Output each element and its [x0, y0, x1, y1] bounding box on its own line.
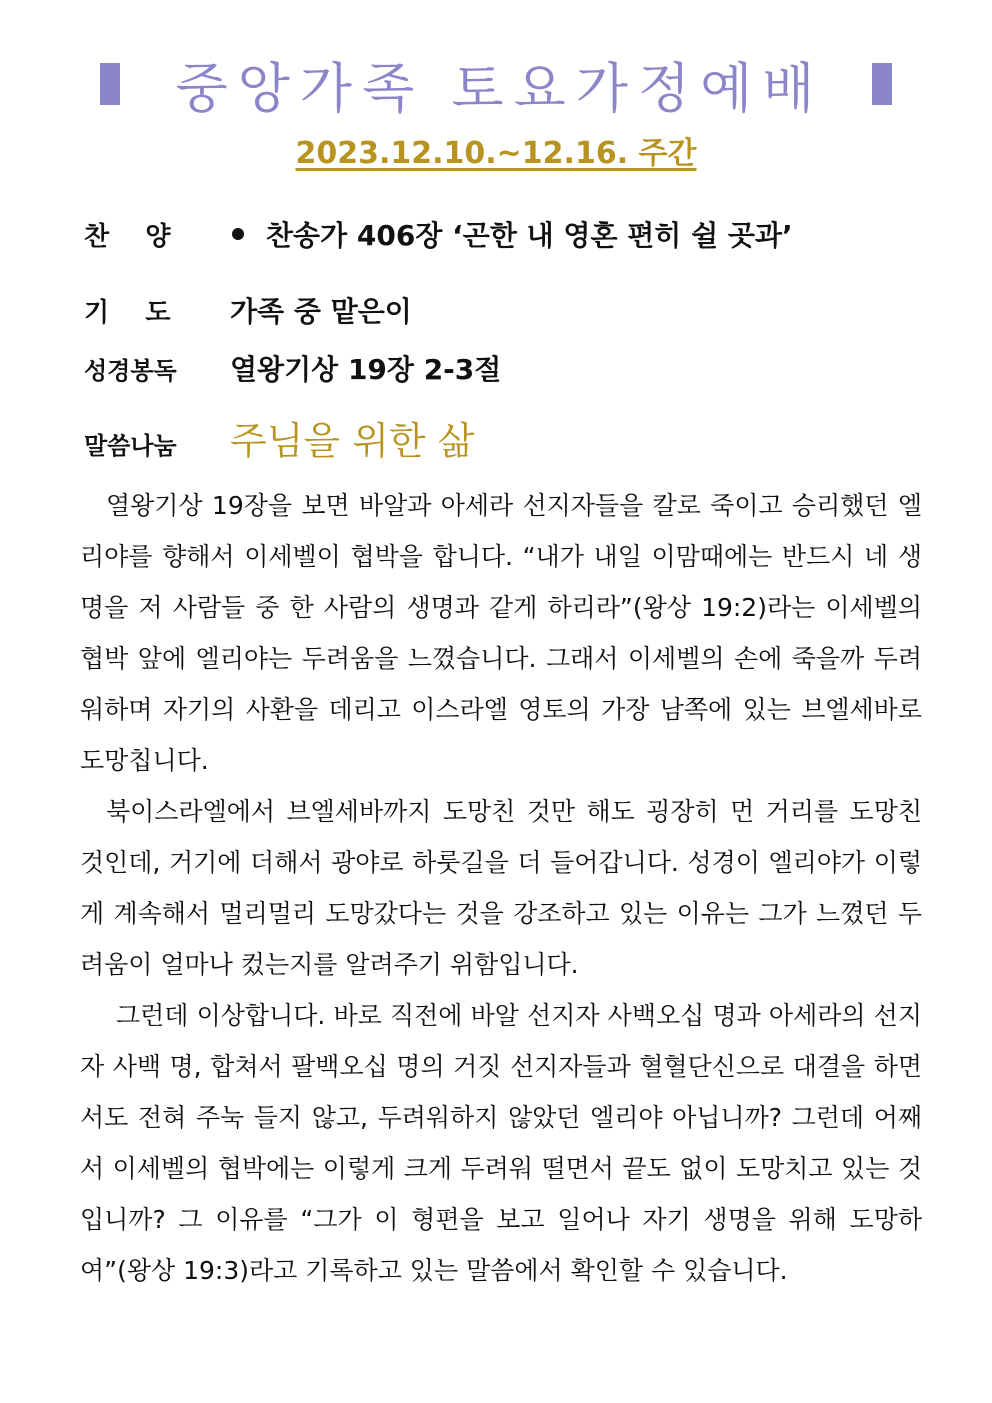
- sermon-body: [80, 480, 922, 1296]
- sermon-title: 주님을 위한 삶: [230, 419, 475, 463]
- bullet-icon: [232, 228, 244, 240]
- sermon-row: [84, 410, 474, 465]
- sermon-label: 말씀나눔: [84, 432, 177, 460]
- prayer-label: 기 도: [84, 298, 171, 328]
- prayer-value: 가족 중 맡은이: [230, 295, 412, 328]
- reading-row: [84, 348, 501, 388]
- title-right-bar: [872, 63, 892, 105]
- week-date-text: 2023.12.10.~12.16. 주간: [295, 136, 697, 171]
- paragraph-3: 그런데 이상합니다. 바로 직전에 바알 선지자 사백오십 명과 아세라의 선지자 사백 명, 합쳐서 팔백오십 명의 거짓 선지자들과 혈혈단신으로 대결을 하면서도 전혀 주눅 들지 않고, 두려워하지 않았던 엘리야 아닙니까? 그런데 어째서 이세벨의 협박에는 이렇게 크게 두려워 떨면서 끝도 없이 도망치고 있는 것입니까? 그 이유를 “그가 이 형편을 보고 일어나 자기 생명을 위해 도망하여”(왕상 19:3)라고 기록하고 있는 말씀에서 확인할 수 있습니다.: [80, 1001, 922, 1285]
- title-left-bar: [100, 63, 120, 105]
- hymn-label: 찬 양: [84, 222, 171, 252]
- paragraph-2: 북이스라엘에서 브엘세바까지 도망친 것만 해도 굉장히 먼 거리를 도망친 것인데, 거기에 더해서 광야로 하룻길을 더 들어갑니다. 성경이 엘리야가 이렇게 계속해서 멀리멀리 도망갔다는 것을 강조하고 있는 이유는 그가 느꼈던 두려움이 얼마나 컸는지를 알려주기 위함입니다.: [80, 797, 922, 979]
- prayer-row: [84, 290, 412, 330]
- week-date: [0, 128, 992, 172]
- reading-value: 열왕기상 19장 2-3절: [230, 353, 502, 386]
- hymn-row: [84, 214, 793, 254]
- hymn-value: 찬송가 406장 ‘곤한 내 영혼 편히 쉴 곳과’: [266, 219, 793, 252]
- title-text: 중앙가족 토요가정예배: [175, 56, 825, 120]
- page-title: [0, 44, 992, 124]
- paragraph-1: 열왕기상 19장을 보면 바알과 아세라 선지자들을 칼로 죽이고 승리했던 엘리야를 향해서 이세벨이 협박을 합니다. “내가 내일 이맘때에는 반드시 네 생명을 저 사람들 중 한 사람의 생명과 같게 하리라”(왕상 19:2)라는 이세벨의 협박 앞에 엘리야는 두려움을 느꼈습니다. 그래서 이세벨의 손에 죽을까 두려워하며 자기의 사환을 데리고 이스라엘 영토의 가장 남쪽에 있는 브엘세바로 도망칩니다.: [80, 491, 922, 775]
- reading-label: 성경봉독: [84, 357, 177, 385]
